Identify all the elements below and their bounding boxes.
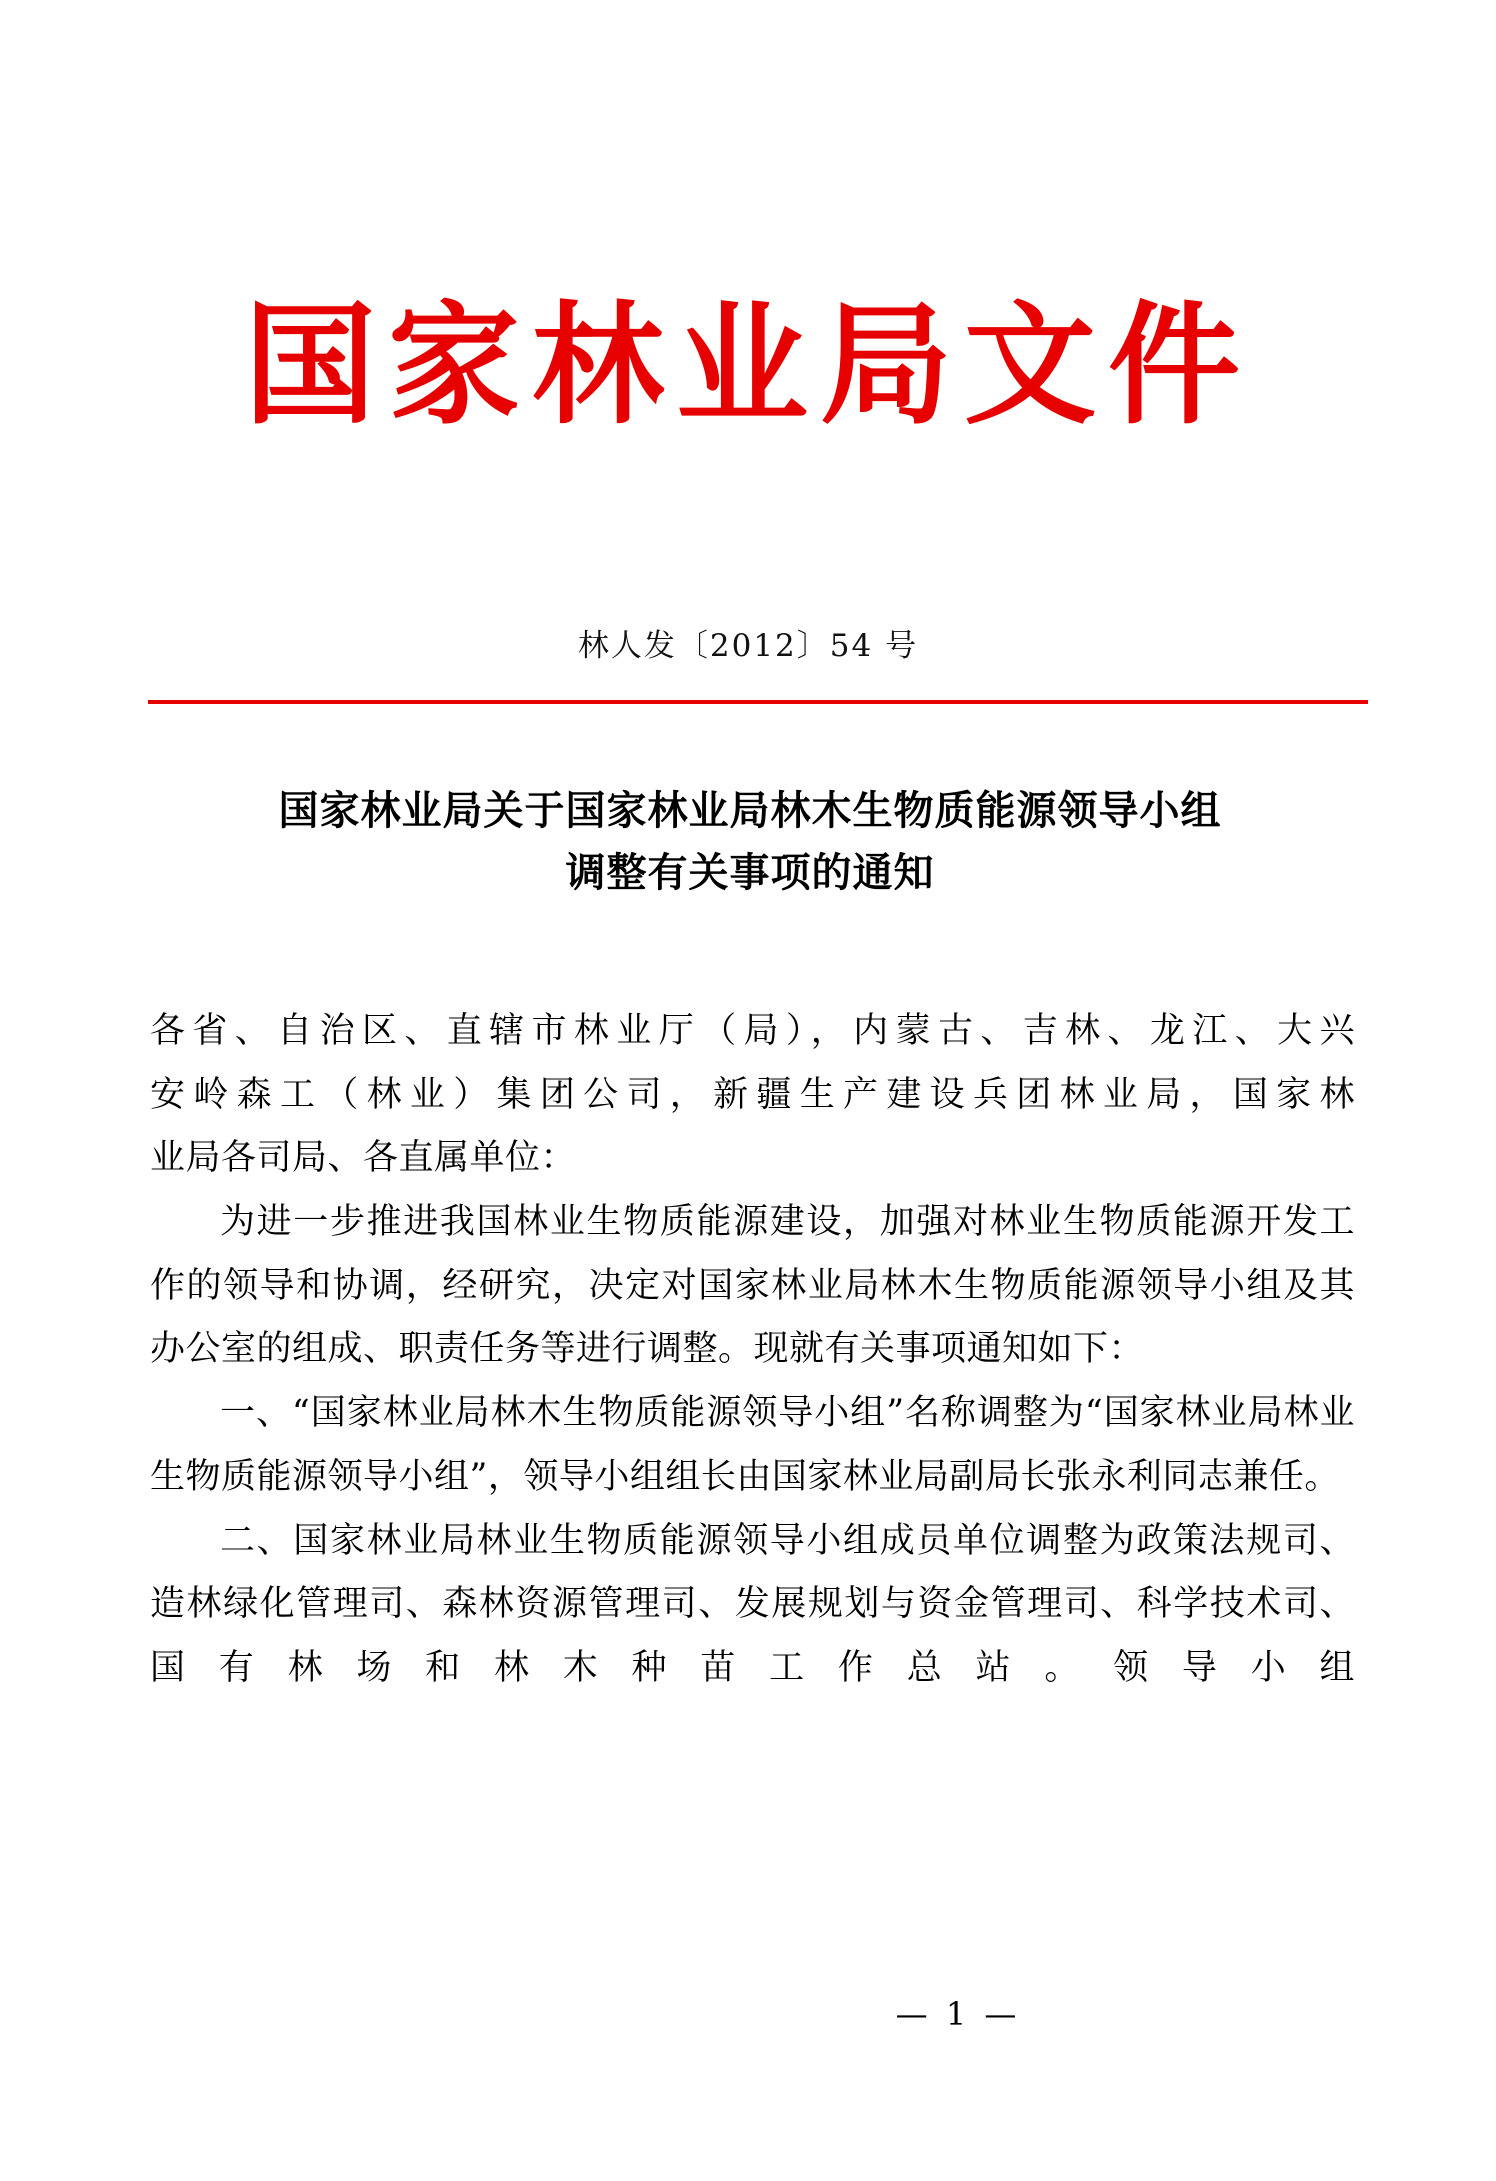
document-body [150,1000,1355,1701]
document-number: 林人发〔2012〕54 号 [577,628,919,664]
page-number [0,1995,1496,2033]
page-number-text: — 1 — [895,1995,1021,2033]
body-paragraph: 为进一步推进我国林业生物质能源建设，加强对林业生物质能源开发工作的领导和协调，经研究，决定对国家林业局林木生物质能源领导小组及其办公室的组成、职责任务等进行调整。现就有关事项通知如下： [150,1202,1355,1370]
body-paragraph: 二、国家林业局林业生物质能源领导小组成员单位调整为政策法规司、造林绿化管理司、森林资源管理司、发展规划与资金管理司、科学技术司、国有林场和林木种苗工作总站。领导小组 [150,1520,1355,1688]
body-paragraph: 安岭森工（林业）集团公司，新疆生产建设兵团林业局，国家林 [150,1074,1355,1115]
body-paragraph: 一、“国家林业局林木生物质能源领导小组”名称调整为“国家林业局林业生物质能源领导小组”，领导小组组长由国家林业局副局长张永利同志兼任。 [150,1393,1355,1497]
page-title-line-2: 调整有关事项的通知 [565,849,935,896]
page-title [150,780,1350,904]
document-masthead: 国家林业局文件 [244,288,1252,443]
body-paragraph: 各省、自治区、直辖市林业厅（局），内蒙古、吉林、龙江、大兴 [150,1011,1355,1051]
red-divider-line [148,700,1368,704]
body-paragraph: 业局各司局、各直属单位： [150,1138,577,1179]
page-title-line-1: 国家林业局关于国家林业局林木生物质能源领导小组 [278,787,1222,834]
